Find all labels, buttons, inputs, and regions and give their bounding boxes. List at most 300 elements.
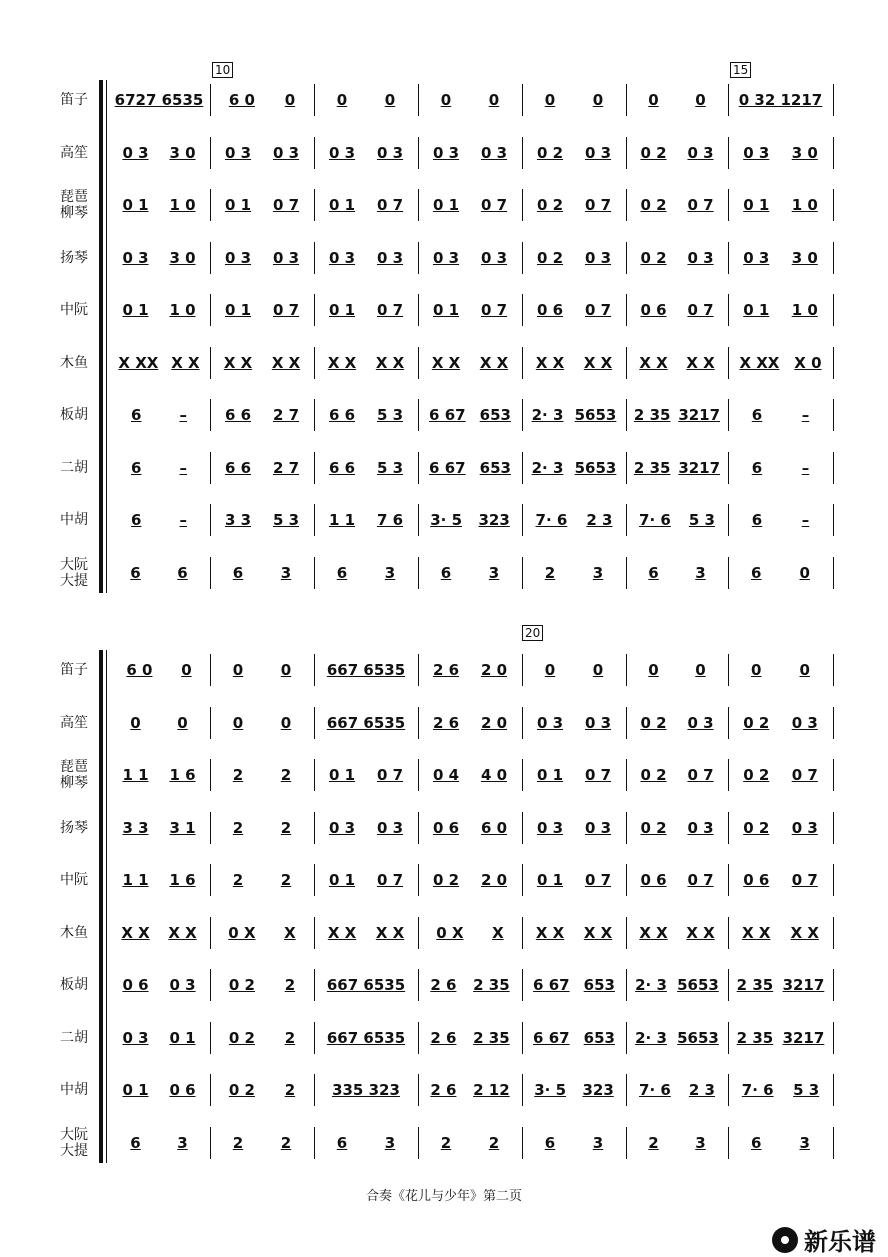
beat-group: 2 35 (473, 976, 510, 994)
beat-group: 3· 5 (534, 1081, 567, 1099)
beat-group: 323 (582, 1081, 614, 1099)
barline (210, 189, 211, 221)
barline (626, 654, 627, 686)
beat-group: 4 0 (480, 766, 508, 784)
barline (728, 399, 729, 431)
measure (112, 448, 206, 488)
measure (318, 703, 414, 743)
barline (522, 452, 523, 484)
barline (728, 654, 729, 686)
beat-group: 0 3 (480, 248, 508, 267)
measure (112, 500, 206, 540)
measure (630, 238, 724, 278)
beat-group: 0 2 (228, 1081, 255, 1099)
measure (630, 965, 724, 1005)
beat-group: 2 12 (473, 1081, 510, 1099)
measure (526, 860, 622, 900)
instrument-label: 扬琴 (60, 819, 88, 836)
measure (112, 1018, 206, 1058)
barline (833, 504, 834, 536)
measure (422, 1018, 518, 1058)
system-barline (106, 80, 107, 593)
barline (522, 1127, 523, 1159)
barline (418, 1022, 419, 1054)
measure (526, 1018, 622, 1058)
barline (522, 294, 523, 326)
beat-group: X X (168, 923, 197, 942)
beat-group: 0 2 (640, 248, 667, 267)
barline (522, 242, 523, 274)
beat-group: 653 (583, 976, 615, 994)
barline (418, 812, 419, 844)
measure (732, 238, 829, 278)
measure (526, 185, 622, 225)
barline (626, 1022, 627, 1054)
barline (833, 917, 834, 949)
measure (112, 185, 206, 225)
staff-row (108, 395, 833, 435)
beat-group: 0 3 (224, 248, 252, 267)
measure (526, 133, 622, 173)
beat-group: 0 (284, 91, 296, 109)
beat-group: 6 6 (328, 458, 356, 477)
barline (210, 242, 211, 274)
beat-group: 0 (280, 661, 292, 679)
barline (314, 707, 315, 739)
beat-group: 5 3 (376, 406, 404, 424)
measure (318, 965, 414, 1005)
beat-group: 0 3 (584, 713, 612, 732)
measure (214, 1018, 310, 1058)
measure (112, 808, 206, 848)
measure (630, 133, 724, 173)
beat-group: 2 35 (473, 1028, 510, 1047)
beat-group: 0 1 (122, 301, 149, 319)
measure (630, 395, 724, 435)
measure (214, 755, 310, 795)
beat-group: 0 (384, 91, 396, 109)
system-brace (99, 80, 103, 593)
beat-group: 0 3 (376, 248, 404, 267)
beat-group: 6 6 (224, 458, 252, 477)
barline (418, 347, 419, 379)
barline (418, 399, 419, 431)
measure (422, 448, 518, 488)
measure (422, 913, 518, 953)
beat-group: X XX (739, 353, 780, 372)
beat-group: 2 (488, 1133, 500, 1152)
beat-group: 3 3 (122, 818, 149, 837)
barline (522, 864, 523, 896)
measure (732, 553, 829, 593)
beat-group: 0 7 (687, 196, 714, 214)
beat-group: 0 1 (536, 766, 564, 784)
beat-group: 2 (232, 871, 244, 889)
beat-group: 6 67 (533, 976, 570, 994)
measure (214, 703, 310, 743)
barline (210, 347, 211, 379)
measure (422, 290, 518, 330)
measure (422, 808, 518, 848)
measure (422, 1123, 518, 1163)
beat-group: 0 3 (791, 713, 818, 732)
barline (314, 759, 315, 791)
beat-group: 3 (384, 1133, 396, 1152)
beat-group: 3 0 (169, 143, 196, 162)
beat-group: 0 3 (272, 248, 300, 267)
instrument-label: 木鱼 (60, 924, 88, 941)
beat-group: 0 3 (791, 818, 818, 837)
barline (728, 84, 729, 116)
beat-group: 0 (130, 713, 141, 732)
beat-group: 6 (751, 511, 763, 529)
barline (522, 1022, 523, 1054)
measure (214, 1070, 310, 1110)
beat-group: 2 35 (736, 1028, 774, 1047)
measure (112, 553, 206, 593)
measure (526, 650, 622, 690)
barline (833, 707, 834, 739)
barline (728, 242, 729, 274)
beat-group: 0 1 (169, 1028, 196, 1047)
beat-group: X X (535, 353, 565, 372)
beat-group: 0 2 (432, 871, 460, 889)
barline (210, 84, 211, 116)
staff-row (108, 1018, 833, 1058)
beat-group: 0 (232, 713, 244, 732)
beat-group: 6 (440, 563, 452, 582)
measure (318, 500, 414, 540)
beat-group: 6 (232, 563, 244, 582)
barline (418, 452, 419, 484)
beat-group: 6 (751, 1133, 762, 1152)
barline (833, 759, 834, 791)
measure (422, 500, 518, 540)
beat-group: X X (583, 353, 613, 372)
measure (526, 808, 622, 848)
beat-group: 5653 (677, 1028, 719, 1047)
barline (314, 917, 315, 949)
beat-group: 0 2 (640, 143, 667, 162)
system-brace (99, 650, 103, 1163)
beat-group: X X (431, 353, 461, 372)
beat-group: 6 (751, 563, 762, 582)
beat-group: 0 3 (122, 143, 149, 162)
measure (526, 238, 622, 278)
beat-group: 1 6 (169, 871, 196, 889)
barline (314, 654, 315, 686)
instrument-label: 木鱼 (60, 354, 88, 371)
barline (314, 557, 315, 589)
brand-logo-text: 新乐谱 (804, 1228, 876, 1256)
beat-group: X X (121, 923, 150, 942)
beat-group: X X (271, 353, 301, 372)
measure (318, 1123, 414, 1163)
measure (112, 238, 206, 278)
beat-group: X (492, 923, 504, 942)
measure (112, 703, 206, 743)
barline (210, 137, 211, 169)
beat-group: 0 3 (432, 248, 460, 267)
barline (314, 1074, 315, 1106)
beat-group: 0 1 (432, 196, 460, 214)
measure (112, 860, 206, 900)
barline (833, 137, 834, 169)
barline (418, 1074, 419, 1106)
beat-group: 0 2 (536, 143, 564, 162)
measure (526, 343, 622, 383)
beat-group: 6 0 (480, 818, 508, 837)
measure (318, 755, 414, 795)
barline (210, 1074, 211, 1106)
beat-group: 6 (131, 458, 142, 477)
barline (522, 84, 523, 116)
brand-logo (772, 1222, 876, 1257)
beat-group: 5653 (574, 458, 617, 477)
beat-group: 2 35 (736, 976, 774, 994)
barline (314, 84, 315, 116)
beat-group: 0 1 (328, 301, 356, 319)
measure (422, 703, 518, 743)
beat-group: 0 7 (584, 871, 612, 889)
beat-group: 1 1 (122, 766, 149, 784)
beat-group: 0 1 (536, 871, 564, 889)
beat-group: 2 (232, 1133, 244, 1152)
measure (732, 1070, 829, 1110)
beat-group: 2 (284, 1028, 296, 1047)
measure (214, 343, 310, 383)
beat-group: X XX (118, 353, 159, 372)
barline (626, 189, 627, 221)
measure (630, 755, 724, 795)
measure (318, 913, 414, 953)
beat-group: 6 0 (126, 661, 153, 679)
measure (112, 1070, 206, 1110)
measure (526, 80, 622, 120)
instrument-label: 二胡 (60, 459, 88, 476)
measure (422, 343, 518, 383)
barline (418, 189, 419, 221)
beat-group: 2 (648, 1133, 659, 1152)
measure (630, 185, 724, 225)
instrument-label: 中阮 (60, 302, 88, 318)
beat-group: 0 6 (169, 1081, 196, 1099)
measure (526, 448, 622, 488)
beat-group: 7· 6 (741, 1081, 774, 1099)
barline (522, 557, 523, 589)
beat-group: 0 3 (376, 818, 404, 837)
beat-group: 0 2 (536, 248, 564, 267)
barline (728, 759, 729, 791)
measure (630, 808, 724, 848)
beat-group: X X (375, 923, 405, 942)
beat-group: X X (686, 353, 715, 372)
beat-group: 0 3 (687, 143, 714, 162)
barline (626, 969, 627, 1001)
beat-group: 5 3 (376, 458, 404, 477)
barline (418, 294, 419, 326)
rehearsal-mark-10: 10 (212, 62, 233, 78)
beat-group: 3217 (782, 976, 825, 994)
beat-group: 0 3 (122, 1028, 149, 1047)
barline (314, 864, 315, 896)
barline (728, 812, 729, 844)
beat-group: 0 7 (687, 301, 714, 319)
measure (214, 448, 310, 488)
beat-group: 0 (544, 661, 556, 679)
instrument-label: 扬琴 (60, 249, 88, 266)
beat-group: 2 7 (272, 458, 300, 477)
beat-group: 0 3 (584, 248, 612, 267)
beat-group: 0 2 (228, 1028, 255, 1047)
measure (318, 553, 414, 593)
beat-group: 0 3 (536, 713, 564, 732)
instrument-label: 琵琶 柳琴 (60, 189, 88, 221)
barline (314, 137, 315, 169)
beat-group: 0 (440, 91, 452, 109)
measure (112, 395, 206, 435)
barline (314, 1022, 315, 1054)
measure (526, 913, 622, 953)
barline (626, 864, 627, 896)
barline (728, 294, 729, 326)
beat-group: 0 (695, 661, 706, 679)
barline (626, 137, 627, 169)
beat-group: 0 1 (224, 301, 252, 319)
beat-group: 0 1 (743, 301, 770, 319)
beat-group: 0 7 (376, 871, 404, 889)
beat-group: 0 3 (122, 248, 149, 267)
measure (526, 395, 622, 435)
beat-group: 0 (648, 661, 659, 679)
measure (422, 860, 518, 900)
beat-group: 6 (336, 1133, 348, 1152)
barline (418, 864, 419, 896)
beat-group: 0 (592, 661, 604, 679)
beat-group: 0 3 (432, 143, 460, 162)
measure (214, 650, 310, 690)
staff-row (108, 703, 833, 743)
barline (522, 707, 523, 739)
beat-group: 323 (478, 511, 510, 529)
measure (318, 1070, 414, 1110)
measure (112, 755, 206, 795)
beat-group: 2· 3 (635, 1028, 667, 1047)
measure (214, 553, 310, 593)
barline (728, 347, 729, 379)
barline (314, 189, 315, 221)
beat-group: 653 (479, 406, 511, 424)
beat-group: 0 7 (791, 871, 818, 889)
barline (626, 557, 627, 589)
beat-group: 6 (130, 563, 141, 582)
beat-group: – (179, 458, 187, 477)
beat-group: – (801, 458, 810, 477)
barline (626, 347, 627, 379)
beat-group: 0 3 (328, 818, 356, 837)
beat-group: 0 6 (640, 871, 667, 889)
barline (522, 654, 523, 686)
barline (210, 864, 211, 896)
beat-group: 1 0 (169, 196, 196, 214)
instrument-label: 板胡 (60, 407, 88, 423)
beat-group: X X (686, 923, 715, 942)
beat-group: 0 (488, 91, 500, 109)
beat-group: 0 6 (536, 301, 564, 319)
barline (626, 917, 627, 949)
beat-group: 0 (181, 661, 192, 679)
barline (418, 707, 419, 739)
barline (728, 864, 729, 896)
barline (418, 557, 419, 589)
barline (210, 969, 211, 1001)
barline (314, 399, 315, 431)
beat-group: 0 7 (272, 301, 300, 319)
measure (630, 703, 724, 743)
beat-group: 0 7 (376, 196, 404, 214)
measure (732, 860, 829, 900)
barline (418, 654, 419, 686)
beat-group: 0 1 (328, 871, 356, 889)
instrument-label: 中胡 (60, 512, 88, 528)
beat-group: 6 0 (228, 91, 255, 109)
measure (630, 290, 724, 330)
beat-group: 1 6 (169, 766, 196, 784)
beat-group: 0 7 (687, 766, 714, 784)
measure (732, 913, 829, 953)
beat-group: 653 (479, 458, 511, 477)
barline (833, 84, 834, 116)
measure (112, 650, 206, 690)
barline (626, 504, 627, 536)
beat-group: 0 1 (122, 196, 149, 214)
beat-group: 0 7 (791, 766, 818, 784)
barline (728, 1022, 729, 1054)
measure (630, 448, 724, 488)
beat-group: 3 (592, 563, 604, 582)
beat-group: 0 2 (640, 713, 667, 732)
barline (210, 557, 211, 589)
measure (732, 185, 829, 225)
barline (522, 189, 523, 221)
barline (833, 654, 834, 686)
beat-group: 0 (232, 661, 244, 679)
beat-group: X X (583, 923, 613, 942)
beat-group: 0 2 (743, 766, 770, 784)
beat-group: 2 (232, 766, 244, 784)
measure (112, 290, 206, 330)
measure (526, 965, 622, 1005)
beat-group: 3 3 (224, 511, 252, 529)
staff-row (108, 650, 833, 690)
staff-row (108, 133, 833, 173)
beat-group: 3 (695, 563, 706, 582)
beat-group: 0 7 (584, 766, 612, 784)
measure (732, 395, 829, 435)
beat-group: 0 3 (687, 248, 714, 267)
beat-group: 3 0 (791, 143, 818, 162)
instrument-label: 笛子 (60, 92, 88, 108)
beat-group: X X (639, 923, 668, 942)
beat-group: 0 X (228, 923, 256, 942)
staff-row (108, 500, 833, 540)
measure (630, 553, 724, 593)
barline (833, 864, 834, 896)
measure (630, 860, 724, 900)
beat-group: – (801, 406, 810, 424)
beat-group: 3· 5 (430, 511, 463, 529)
measure (214, 1123, 310, 1163)
